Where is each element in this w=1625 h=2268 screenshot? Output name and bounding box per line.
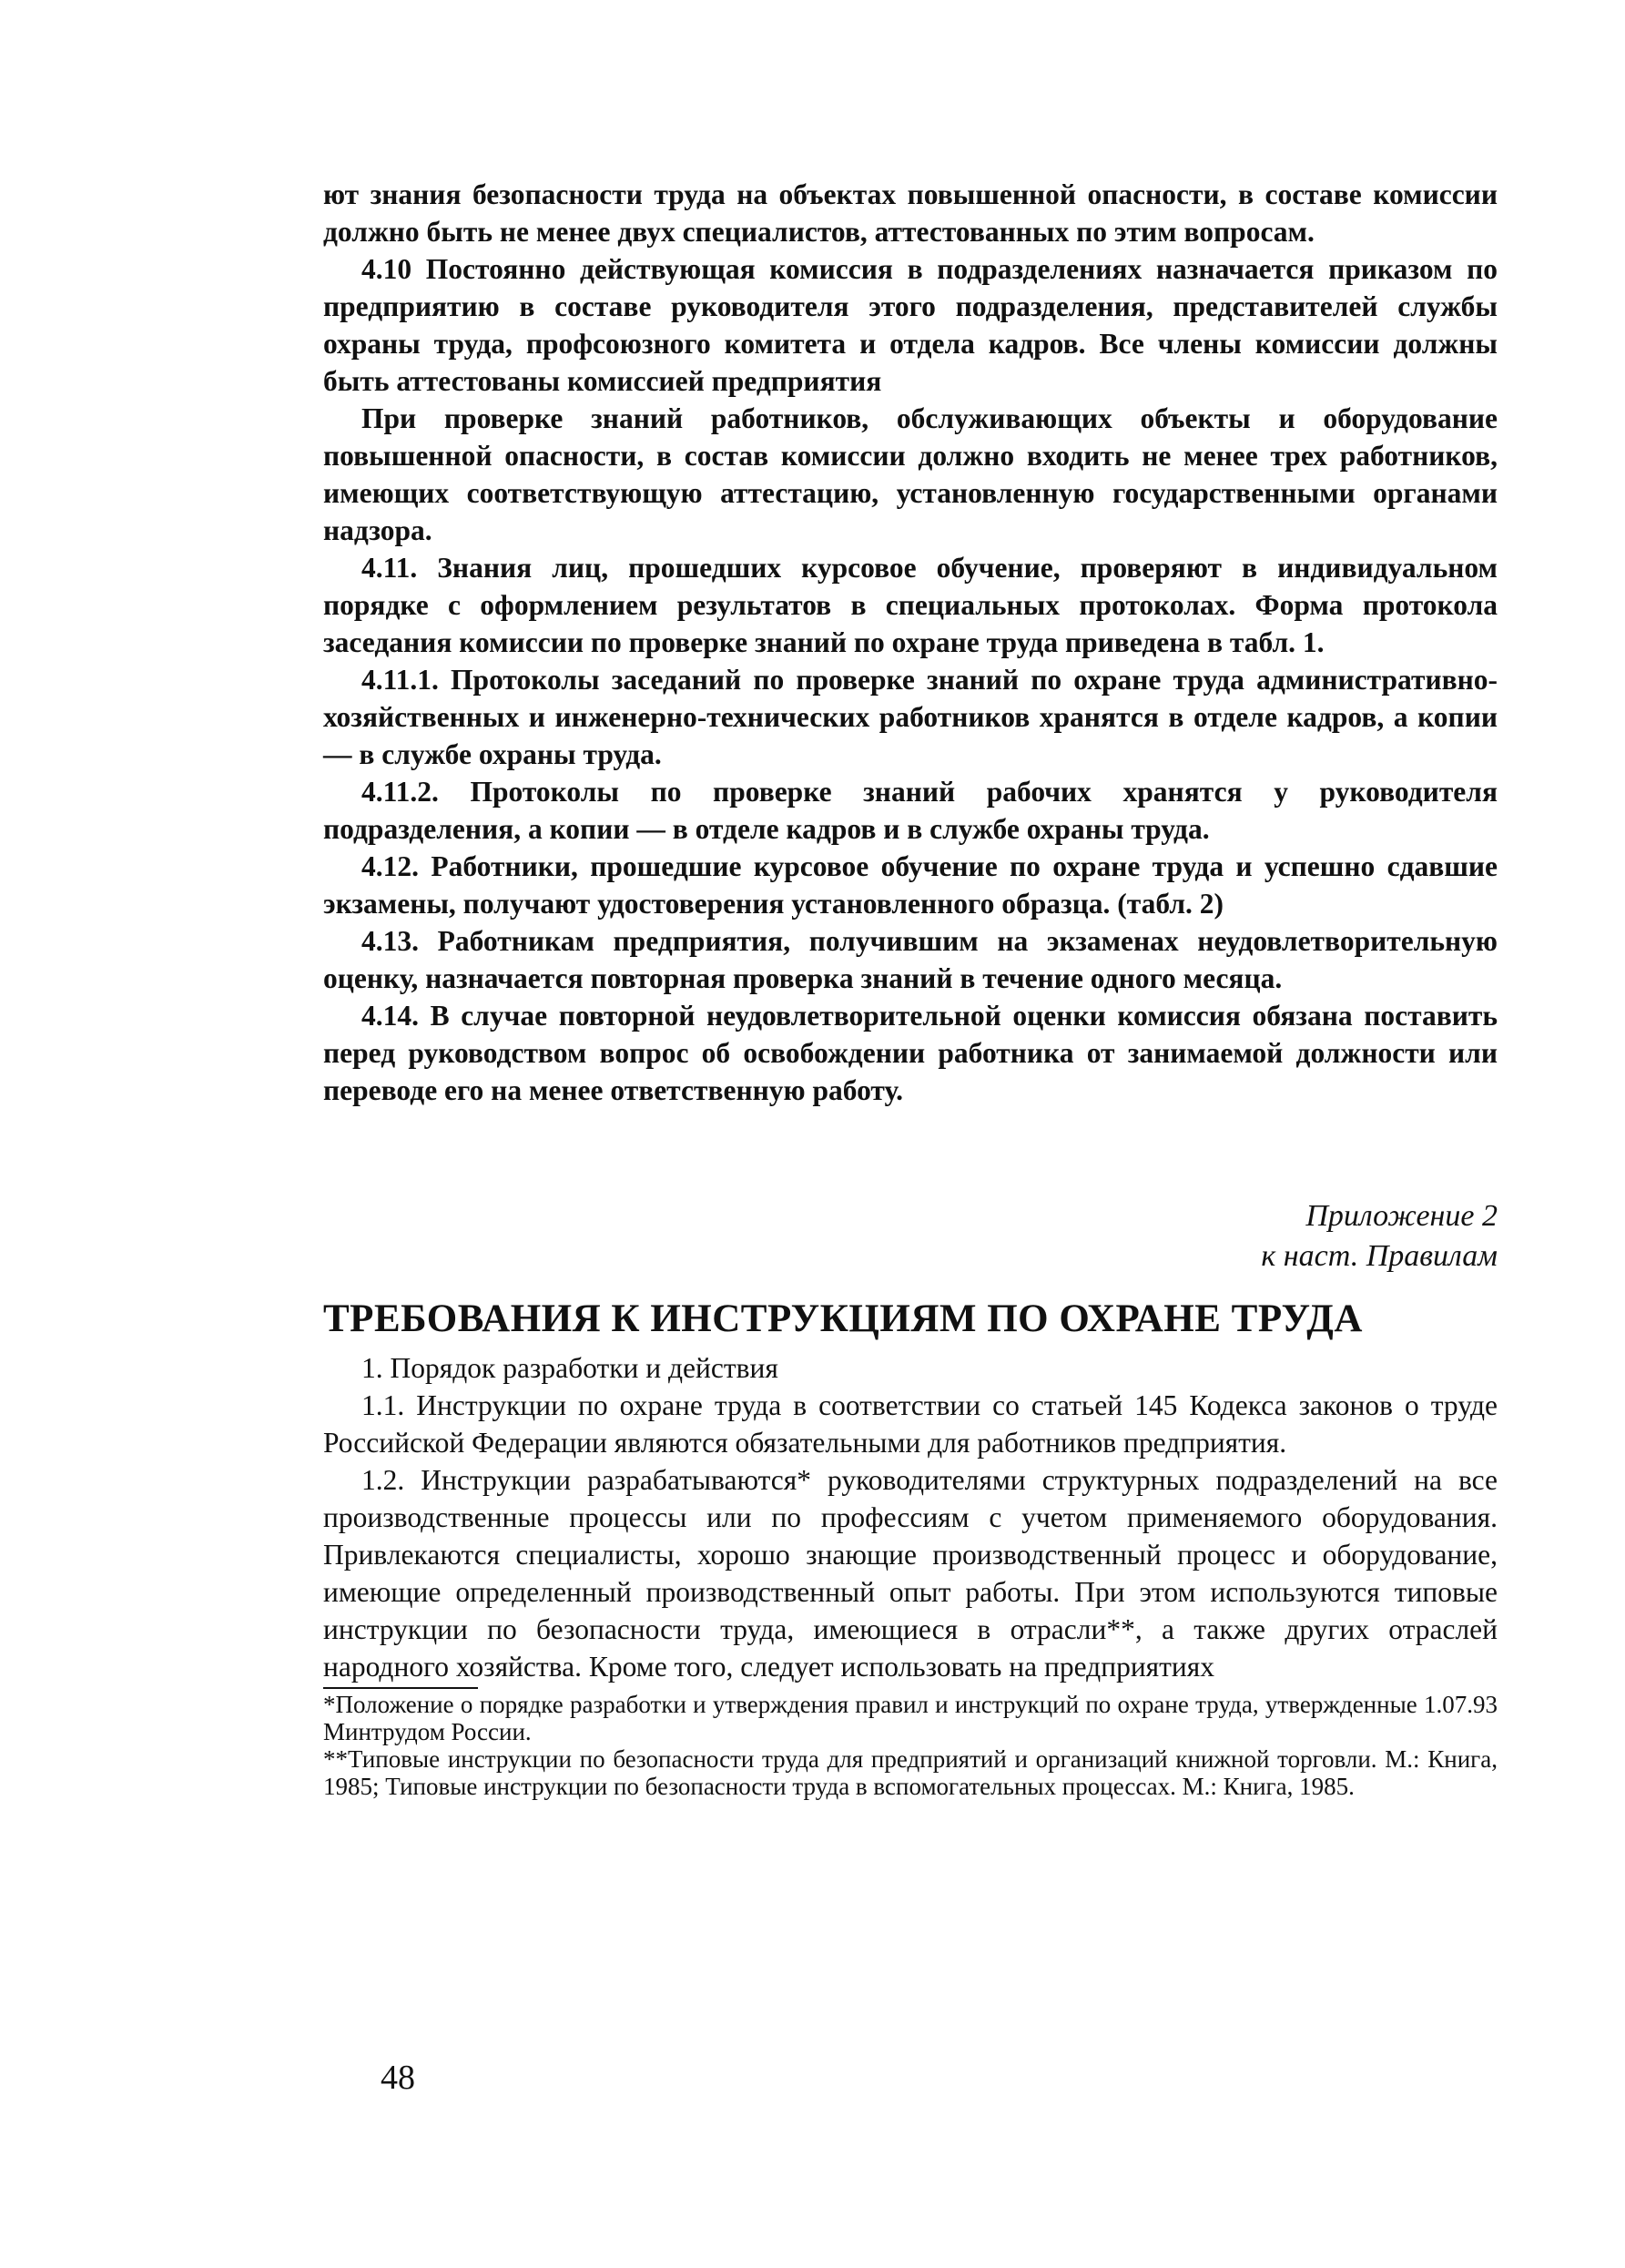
section-title: ТРЕБОВАНИЯ К ИНСТРУКЦИЯМ ПО ОХРАНЕ ТРУДА [323, 1297, 1363, 1340]
body-text-bottom [323, 1349, 1498, 1685]
paragraph: 4.12. Работники, прошедшие курсовое обучение по охране труда и успешно сдавшие экзамены, получают удостоверения установленного образца. (табл. 2) [323, 850, 1498, 920]
appendix-line-2: к наст. Правилам [1261, 1239, 1498, 1273]
footnote: **Типовые инструкции по безопасности труда для предприятий и организаций книжной торговли. М.: Книга, 1985; Типовые инструкции по безопасности труда в вспомогательных процессах. М.: Книга, 1985. [323, 1745, 1498, 1800]
paragraph: 4.10 Постоянно действующая комиссия в подразделениях назначается приказом по предприятию в составе руководителя этого подразделения, представителей службы охраны труда, профсоюзного комитета и отдела кадров. Все члены комиссии должны быть аттестованы комиссией предприятия [323, 253, 1498, 397]
body-text-top [323, 176, 1498, 1109]
paragraph: 1. Порядок разработки и действия [361, 1352, 778, 1384]
document-page [323, 176, 1498, 1800]
paragraph: 4.13. Работникам предприятия, получившим на экзаменах неудовлетворительную оценку, назначается повторная проверка знаний в течение одного месяца. [323, 925, 1498, 994]
footnotes [323, 1691, 1498, 1800]
footnote-divider [323, 1687, 478, 1689]
page-number: 48 [381, 2059, 415, 2097]
appendix-reference [323, 1196, 1498, 1276]
paragraph: 4.14. В случае повторной неудовлетворительной оценки комиссия обязана поставить перед руководством вопрос об освобождении работника от занимаемой должности или переводе его на менее ответственную работу. [323, 1000, 1498, 1106]
paragraph: 4.11.1. Протоколы заседаний по проверке знаний по охране труда административно-хозяйственных и инженерно-технических работников хранятся в отделе кадров, а копии — в службе охраны труда. [323, 664, 1498, 770]
paragraph: 4.11. Знания лиц, прошедших курсовое обучение, проверяют в индивидуальном порядке с оформлением результатов в специальных протоколах. Форма протокола заседания комиссии по проверке знаний по охране труда приведена в табл. 1. [323, 552, 1498, 658]
paragraph: При проверке знаний работников, обслуживающих объекты и оборудование повышенной опасности, в состав комиссии должно входить не менее трех работников, имеющих соответствующую аттестацию, установленную государственными органами надзора. [323, 402, 1498, 546]
paragraph: ют знания безопасности труда на объектах повышенной опасности, в составе комиссии должно быть не менее двух специалистов, аттестованных по этим вопросам. [323, 178, 1498, 248]
paragraph: 4.11.2. Протоколы по проверке знаний рабочих хранятся у руководителя подразделения, а копии — в отделе кадров и в службе охраны труда. [323, 776, 1498, 845]
footnote: *Положение о порядке разработки и утверждения правил и инструкций по охране труда, утвержденные 1.07.93 Минтрудом России. [323, 1691, 1498, 1745]
paragraph: 1.2. Инструкции разрабатываются* руководителями структурных подразделений на все производственные процессы или по профессиям с учетом применяемого оборудования. Привлекаются специалисты, хорошо знающие производственный процесс и оборудование, имеющие определенный производственный опыт работы. При этом используются типовые инструкции по безопасности труда, имеющиеся в отрасли**, а также других отраслей народного хозяйства. Кроме того, следует использовать на предприятиях [323, 1464, 1498, 1683]
paragraph: 1.1. Инструкции по охране труда в соответствии со статьей 145 Кодекса законов о труде Российской Федерации являются обязательными для работников предприятия. [323, 1389, 1498, 1459]
appendix-line-1: Приложение 2 [1305, 1199, 1498, 1233]
